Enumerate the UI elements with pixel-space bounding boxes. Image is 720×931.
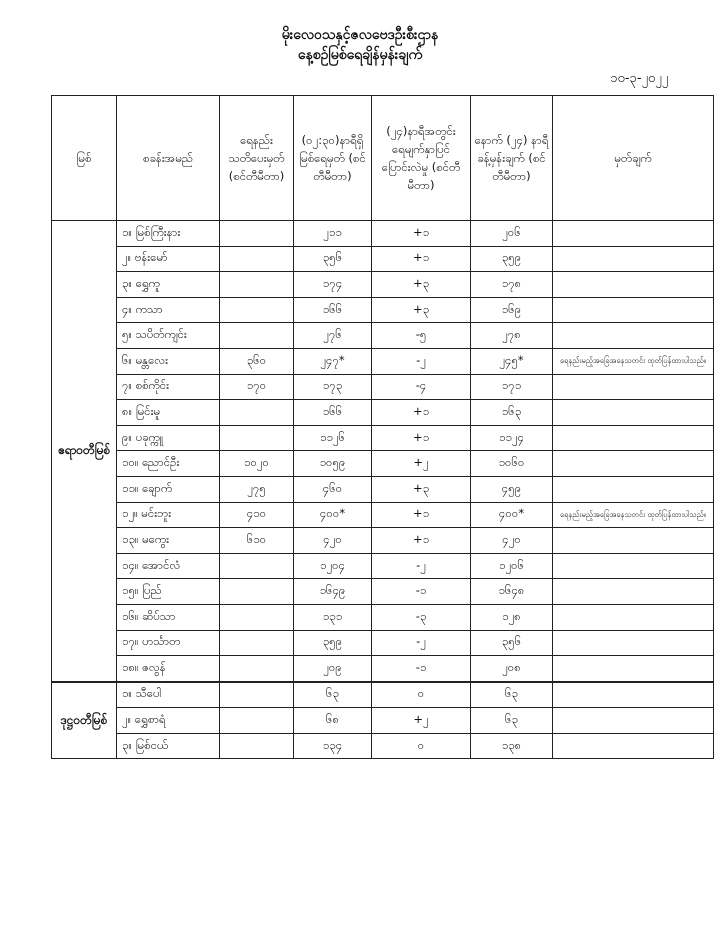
current-level: ၁၂၀၄ [294,553,372,579]
level-change: +၁ [372,221,471,247]
forecast-level: ၁၂၀၆ [471,553,553,579]
warning-level: ၆၁၀ [220,528,294,554]
table-row [52,348,714,374]
col-change: (၂၄)နာရီအတွင်း ရေမျက်နှာပြင် ပြောင်းလဲမှု (စင်တီမီတာ) [372,96,471,221]
warning-level [220,400,294,426]
table-row [52,502,714,528]
forecast-level: ၄၀၀* [471,502,553,528]
current-level: ၃၅၉ [294,630,372,656]
current-level: ၁၆၄၉ [294,579,372,605]
level-change: +၃ [372,272,471,298]
forecast-level: ၄၅၉ [471,476,553,502]
forecast-level: ၁၂၈ [471,604,553,630]
forecast-level: ၃၅၆ [471,630,553,656]
remark [553,656,714,682]
table-row [52,579,714,605]
remark [553,579,714,605]
table-row [52,374,714,400]
river-name: ဒုဋ္ဌဝတီမြစ် [52,682,117,759]
forecast-level: ၂၇၈ [471,323,553,349]
station-name: ၁၆။ ဆိပ်သာ [117,604,220,630]
remark [553,604,714,630]
table-row [52,708,714,734]
table-body [52,221,714,759]
level-change: +၃ [372,476,471,502]
forecast-level: ၄၂၀ [471,528,553,554]
remark [553,630,714,656]
table-row [52,221,714,247]
level-change: +၁ [372,425,471,451]
current-level: ၂၇၆ [294,323,372,349]
current-level: ၁၆၆ [294,400,372,426]
current-level: ၆၃ [294,682,372,708]
warning-level [220,323,294,349]
table-row [52,682,714,708]
level-change: +၁ [372,502,471,528]
station-name: ၄။ ကသာ [117,297,220,323]
forecast-level: ၆၃ [471,682,553,708]
river-name: ဧရာဝတီမြစ် [52,221,117,682]
remark [553,553,714,579]
warning-level [220,630,294,656]
current-level: ၁၃၁ [294,604,372,630]
station-name: ၃။ ရွှေကူ [117,272,220,298]
forecast-level: ၁၀၆၀ [471,451,553,477]
level-change: -၂ [372,348,471,374]
remark [553,221,714,247]
current-level: ၂၁၁ [294,221,372,247]
station-name: ၁။ သီပေါ [117,682,220,708]
level-change: ၀ [372,733,471,759]
station-name: ၂။ ဗန်းမော် [117,246,220,272]
current-level: ၄၆၀ [294,476,372,502]
station-name: ၂။ ရွှေစာရံ [117,708,220,734]
current-level: ၂၀၉ [294,656,372,682]
col-remark: မှတ်ချက် [553,96,714,221]
station-name: ၁၈။ ဇလွန် [117,656,220,682]
remark [553,323,714,349]
forecast-level: ၂၄၅* [471,348,553,374]
current-level: ၁၃၄ [294,733,372,759]
current-level: ၄၂၀ [294,528,372,554]
current-level: ၄၀၀* [294,502,372,528]
level-change: -၅ [372,323,471,349]
station-name: ၈။ မြင်းမူ [117,400,220,426]
station-name: ၁။ မြစ်ကြီးနား [117,221,220,247]
forecast-level: ၁၆၄၈ [471,579,553,605]
remark [553,451,714,477]
remark: ရေနည်းမည့်အခြေအနေသတင်း ထုတ်ပြန်ထားပါသည်။ [553,348,714,374]
table-row [52,604,714,630]
forecast-level: ၂၀၈ [471,656,553,682]
forecast-level: ၆၃ [471,708,553,734]
station-name: ၆။ မန္တလေး [117,348,220,374]
col-warning-level: ရေနည်း သတိပေးမှတ် (စင်တီမီတာ) [220,96,294,221]
table-row [52,733,714,759]
current-level: ၃၅၆ [294,246,372,272]
station-name: ၁၀။ ညောင်ဦး [117,451,220,477]
remark [553,374,714,400]
warning-level [220,708,294,734]
forecast-level: ၁၇၈ [471,272,553,298]
table-row [52,630,714,656]
remark [553,476,714,502]
remark [553,297,714,323]
col-station: စခန်းအမည် [117,96,220,221]
station-name: ၁၄။ အောင်လံ [117,553,220,579]
forecast-level: ၁၆၃ [471,400,553,426]
level-change: -၁ [372,579,471,605]
station-name: ၃။ မြစ်ငယ် [117,733,220,759]
remark [553,733,714,759]
forecast-level: ၁၆၉ [471,297,553,323]
level-change: -၃ [372,604,471,630]
water-level-table [51,95,714,759]
warning-level: ၃၆၀ [220,348,294,374]
table-row [52,553,714,579]
remark [553,272,714,298]
station-name: ၁၅။ ပြည် [117,579,220,605]
forecast-level: ၁၃၈ [471,733,553,759]
warning-level [220,656,294,682]
forecast-level: ၃၅၉ [471,246,553,272]
level-change: -၁ [372,656,471,682]
remark: ရေနည်းမည့်အခြေအနေသတင်း ထုတ်ပြန်ထားပါသည်။ [553,502,714,528]
warning-level [220,272,294,298]
warning-level: ၁၀၂၀ [220,451,294,477]
station-name: ၇။ စစ်ကိုင်း [117,374,220,400]
col-river: မြစ် [52,96,117,221]
station-name: ၁၇။ ဟင်္သာတ [117,630,220,656]
warning-level [220,604,294,630]
current-level: ၁၁၂၆ [294,425,372,451]
level-change: ၀ [372,682,471,708]
level-change: -၂ [372,553,471,579]
forecast-level: ၁၁၂၄ [471,425,553,451]
station-name: ၁၂။ မင်းဘူး [117,502,220,528]
table-row [52,272,714,298]
remark [553,246,714,272]
warning-level: ၁၇၀ [220,374,294,400]
current-level: ၁၇၃ [294,374,372,400]
table-row [52,246,714,272]
warning-level [220,682,294,708]
table-row [52,400,714,426]
header-row [52,96,714,221]
current-level: ၁၀၅၉ [294,451,372,477]
level-change: +၁ [372,528,471,554]
col-forecast: နောက် (၂၄) နာရီ ခန့်မှန်းချက် (စင်တီမီတာ) [471,96,553,221]
station-name: ၁၃။ မကွေး [117,528,220,554]
table-row [52,425,714,451]
warning-level: ၄၁၀ [220,502,294,528]
table-row [52,323,714,349]
warning-level [220,579,294,605]
station-name: ၅။ သပိတ်ကျင်း [117,323,220,349]
level-change: +၂ [372,451,471,477]
remark [553,425,714,451]
level-change: +၁ [372,400,471,426]
warning-level [220,733,294,759]
warning-level [220,553,294,579]
level-change: -၄ [372,374,471,400]
warning-level [220,221,294,247]
forecast-level: ၁၇၁ [471,374,553,400]
table-row [52,528,714,554]
report-date: ၁၀-၃-၂၀၂၂ [610,71,668,86]
station-name: ၁၁။ ချောက် [117,476,220,502]
warning-level: ၂၇၅ [220,476,294,502]
current-level: ၁၆၆ [294,297,372,323]
level-change: +၁ [372,246,471,272]
level-change: +၃ [372,297,471,323]
table-row [52,656,714,682]
remark [553,682,714,708]
remark [553,528,714,554]
agency-title: မိုးလေဝသနှင့်ဇလဗေဒဦးစီးဌာန [281,27,439,43]
col-current-level: (၀၂:၃၀)နာရီရှိ မြစ်ရေမှတ် (စင်တီမီတာ) [294,96,372,221]
remark [553,708,714,734]
table-row [52,476,714,502]
warning-level [220,297,294,323]
warning-level [220,425,294,451]
station-name: ၉။ ပခုက္ကူ [117,425,220,451]
table-row [52,451,714,477]
current-level: ၁၇၄ [294,272,372,298]
table-row [52,297,714,323]
warning-level [220,246,294,272]
remark [553,400,714,426]
current-level: ၆၈ [294,708,372,734]
current-level: ၂၄၇* [294,348,372,374]
report-title: နေ့စဉ်မြစ်ရေချိန်မှန်းချက် [297,47,423,63]
forecast-level: ၂၀၆ [471,221,553,247]
level-change: +၂ [372,708,471,734]
level-change: -၂ [372,630,471,656]
